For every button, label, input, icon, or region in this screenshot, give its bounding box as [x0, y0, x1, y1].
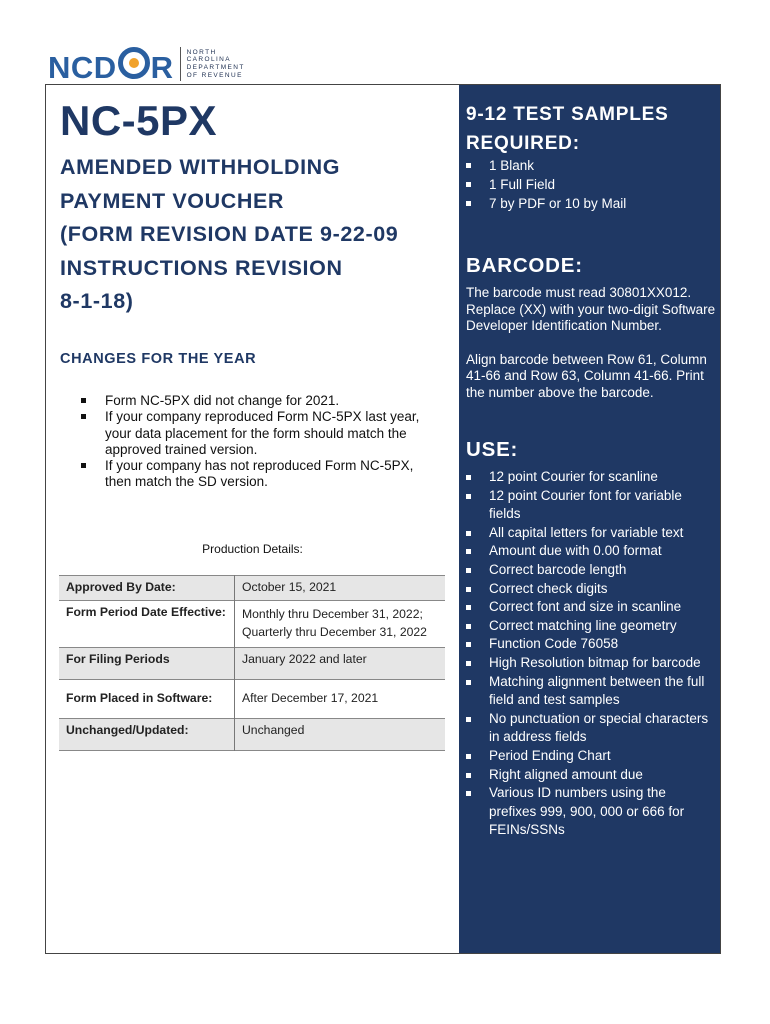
- changes-heading: CHANGES FOR THE YEAR: [60, 351, 257, 367]
- subtitle-line: PAYMENT VOUCHER: [60, 188, 285, 213]
- form-title: NC-5PX: [60, 97, 218, 144]
- use-section: [466, 438, 716, 840]
- barcode-heading: BARCODE:: [466, 254, 583, 277]
- barcode-paragraph: Align barcode between Row 61, Column 41-66 and Row 63, Column 41-66. Print the number above the barcode.: [466, 351, 707, 400]
- list-item: 7 by PDF or 10 by Mail: [466, 194, 716, 213]
- list-item: Various ID numbers using the prefixes 999, 900, 000 or 666 for FEINs/SSNs: [466, 784, 716, 840]
- test-samples-section: [466, 100, 716, 213]
- list-item: Correct barcode length: [466, 561, 716, 580]
- production-details-table: [59, 575, 445, 751]
- test-samples-list: [466, 156, 716, 213]
- list-item: No punctuation or special characters in address fields: [466, 710, 716, 747]
- list-item: Correct font and size in scanline: [466, 598, 716, 617]
- logo-wordmark: NCD R: [48, 46, 174, 83]
- use-heading: USE:: [466, 438, 519, 461]
- logo-subtitle: NORTH CAROLINA DEPARTMENT OF REVENUE: [186, 48, 245, 79]
- list-item: All capital letters for variable text: [466, 524, 716, 543]
- list-item: If your company has not reproduced Form NC-5PX, then match the SD version.: [62, 458, 442, 491]
- use-list: [466, 468, 716, 840]
- list-item: Right aligned amount due: [466, 766, 716, 785]
- list-item: 1 Full Field: [466, 175, 716, 194]
- list-item: High Resolution bitmap for barcode: [466, 654, 716, 673]
- ncdor-logo: [48, 46, 245, 85]
- subtitle-line: INSTRUCTIONS REVISION: [60, 255, 343, 280]
- list-item: Correct matching line geometry: [466, 617, 716, 636]
- subtitle-line: 8-1-18): [60, 289, 134, 313]
- row-value: Unchanged: [235, 719, 446, 751]
- list-item: Amount due with 0.00 format: [466, 542, 716, 561]
- changes-list: [62, 393, 442, 491]
- list-item: Form NC-5PX did not change for 2021.: [62, 393, 442, 409]
- table-row: [59, 719, 445, 751]
- list-item: 12 point Courier for scanline: [466, 468, 716, 487]
- row-value: October 15, 2021: [235, 576, 446, 601]
- table-row: [59, 576, 445, 601]
- row-value: Monthly thru December 31, 2022; Quarterly thru December 31, 2022: [242, 607, 427, 639]
- table-row: [59, 648, 445, 680]
- row-label: Form Period Date Effective:: [59, 601, 235, 648]
- row-value: January 2022 and later: [235, 648, 446, 680]
- logo-o-icon: [118, 47, 150, 79]
- table-row: [59, 680, 445, 719]
- subtitle-line: (FORM REVISION DATE 9-22-09: [60, 222, 399, 246]
- row-label: Unchanged/Updated:: [59, 719, 235, 751]
- list-item: Function Code 76058: [466, 635, 716, 654]
- form-subtitle: [60, 151, 460, 319]
- list-item: 12 point Courier font for variable fields: [466, 487, 716, 524]
- test-samples-heading: 9-12 TEST SAMPLES REQUIRED:: [466, 104, 669, 154]
- production-details-heading: Production Details:: [202, 542, 303, 556]
- row-label: Form Placed in Software:: [59, 680, 235, 719]
- row-value: After December 17, 2021: [242, 691, 379, 705]
- logo-divider: [180, 47, 181, 81]
- list-item: 1 Blank: [466, 156, 716, 175]
- list-item: Period Ending Chart: [466, 747, 716, 766]
- list-item: Correct check digits: [466, 580, 716, 599]
- list-item: If your company reproduced Form NC-5PX last year, your data placement for the form should match the approved trained version.: [62, 409, 442, 458]
- list-item: Matching alignment between the full field and test samples: [466, 673, 716, 710]
- table-row: [59, 601, 445, 648]
- row-label: Approved By Date:: [59, 576, 235, 601]
- subtitle-line: AMENDED WITHHOLDING: [60, 155, 341, 179]
- row-label: For Filing Periods: [59, 648, 235, 680]
- barcode-paragraph: The barcode must read 30801XX012. Replace (XX) with your two-digit Software Developer Identification Number.: [466, 285, 716, 334]
- barcode-section: [466, 254, 716, 402]
